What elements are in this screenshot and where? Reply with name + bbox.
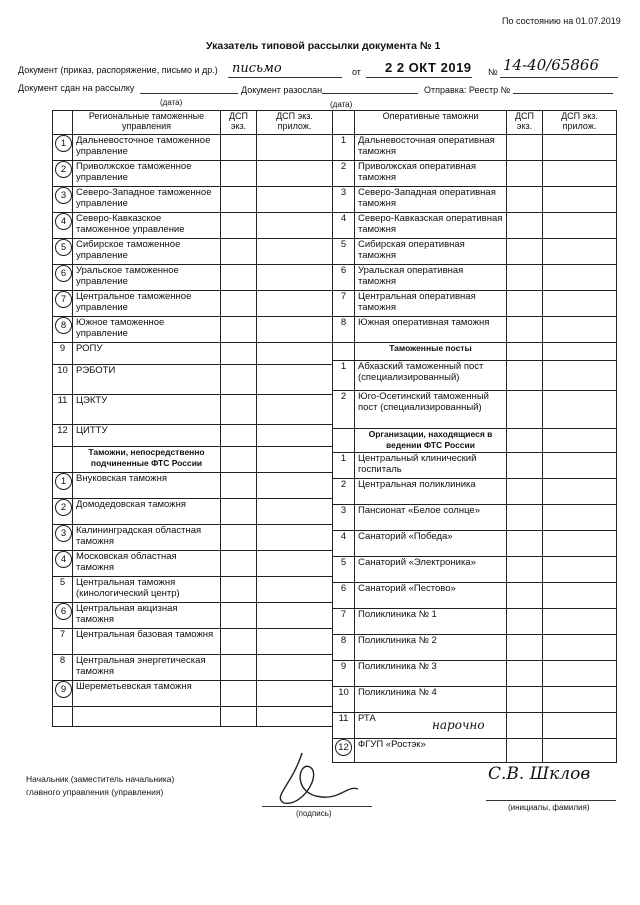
delivered-line (140, 93, 238, 94)
signer-label-1: Начальник (заместитель начальника) (26, 774, 175, 784)
dsp-attach-cell (543, 135, 617, 161)
organization-row-name: РТА (355, 713, 507, 739)
customs-row-name: Калининградская областная таможня (73, 525, 221, 551)
dsp-count-cell (507, 531, 543, 557)
dsp-count-cell (221, 135, 257, 161)
dsp-attach-cell (257, 395, 333, 425)
operational-customs-table (332, 110, 617, 763)
dsp-count-cell (507, 213, 543, 239)
dsp-count-cell (221, 473, 257, 499)
customs-row-name: Внуковская таможня (73, 473, 221, 499)
table-row (53, 239, 333, 265)
table-row (53, 213, 333, 239)
dsp-attach-cell (543, 213, 617, 239)
doc-type-handwritten: письмо (232, 61, 282, 76)
dsp-attach-cell (257, 655, 333, 681)
dsp-attach-cell (543, 317, 617, 343)
col-header-dsp-count: ДСП экз. (221, 111, 257, 135)
regional-row-name: Сибирское таможенное управление (73, 239, 221, 265)
dsp-attach-cell (257, 365, 333, 395)
customs-row-name: Московская областная таможня (73, 551, 221, 577)
customs-row-number: 8 (59, 655, 66, 666)
regional-row-name: ЦИТТУ (73, 425, 221, 447)
customs-row-name: Центральная таможня (кинологический центр) (73, 577, 221, 603)
dsp-attach-cell (543, 505, 617, 531)
col-header-operational: Оперативные таможни (355, 111, 507, 135)
dsp-attach-cell (543, 291, 617, 317)
sent-line (322, 93, 418, 94)
table-row (333, 609, 617, 635)
organization-row-name: ФГУП «Ростэк» (355, 739, 507, 763)
table-row (53, 425, 333, 447)
col-header-dsp-attach-right: ДСП экз. прилож. (543, 111, 617, 135)
organization-row-number: 9 (340, 661, 347, 672)
customs-row-number: 9 (55, 681, 72, 698)
dsp-attach-cell (543, 453, 617, 479)
initials-handwritten: С.В. Шклов (488, 764, 591, 784)
customs-row-number: 1 (55, 473, 72, 490)
table-row (333, 557, 617, 583)
dsp-count-cell (221, 239, 257, 265)
dsp-count-cell (507, 635, 543, 661)
dsp-count-cell (221, 343, 257, 365)
regional-row-number: 7 (55, 291, 72, 308)
dsp-attach-cell (257, 317, 333, 343)
number-prefix: № (488, 67, 498, 77)
organization-row-number: 5 (340, 557, 347, 568)
post-row-number: 1 (340, 361, 347, 372)
operational-row-number: 3 (340, 187, 347, 198)
dsp-count-cell (507, 187, 543, 213)
post-row-name: Абхазский таможенный пост (специализированный) (355, 361, 507, 391)
customs-row-number: 5 (59, 577, 66, 588)
table-row (53, 629, 333, 655)
dsp-count-cell (221, 161, 257, 187)
dsp-count-cell (507, 713, 543, 739)
dsp-count-cell (221, 291, 257, 317)
customs-row-name: Центральная акцизная таможня (73, 603, 221, 629)
regional-row-name: РЭБОТИ (73, 365, 221, 395)
dsp-attach-cell (257, 239, 333, 265)
dsp-count-cell (221, 603, 257, 629)
dsp-attach-cell (543, 713, 617, 739)
table-row (333, 661, 617, 687)
organization-row-name: Санаторий «Пестово» (355, 583, 507, 609)
table-row (53, 343, 333, 365)
operational-row-name: Центральная оперативная таможня (355, 291, 507, 317)
col-header-dsp-attach: ДСП экз. прилож. (257, 111, 333, 135)
table-row (333, 161, 617, 187)
table-row (53, 499, 333, 525)
dsp-count-cell (221, 425, 257, 447)
dsp-count-cell (221, 499, 257, 525)
organization-row-name: Поликлиника № 3 (355, 661, 507, 687)
dsp-attach-cell (257, 681, 333, 707)
table-row (53, 365, 333, 395)
customs-row-number: 6 (55, 603, 72, 620)
table-row (333, 239, 617, 265)
organization-row-name: Санаторий «Победа» (355, 531, 507, 557)
dsp-count-cell (507, 239, 543, 265)
sent-label: Документ разослан (241, 85, 323, 95)
col-header-regional: Региональные таможенные управления (73, 111, 221, 135)
regional-row-name: Уральское таможенное управление (73, 265, 221, 291)
table-row (333, 635, 617, 661)
dsp-attach-cell (257, 425, 333, 447)
regional-row-name: Дальневосточное таможенное управление (73, 135, 221, 161)
operational-row-number: 8 (340, 317, 347, 328)
dsp-attach-cell (257, 577, 333, 603)
dsp-count-cell (221, 187, 257, 213)
dsp-count-cell (507, 687, 543, 713)
delivered-label: Документ сдан на рассылку (18, 83, 135, 93)
operational-row-number: 7 (340, 291, 347, 302)
table-row (333, 361, 617, 391)
table-row (53, 135, 333, 161)
table-row (333, 265, 617, 291)
document-title: Указатель типовой рассылки документа № 1 (206, 40, 441, 52)
organization-row-number: 8 (340, 635, 347, 646)
regional-row-name: РОПУ (73, 343, 221, 365)
operational-row-name: Приволжская оперативная таможня (355, 161, 507, 187)
number-line (500, 77, 618, 78)
organization-row-number: 10 (338, 687, 349, 698)
table-row (53, 265, 333, 291)
table-row (333, 391, 617, 429)
col-header-dsp-count-right: ДСП экз. (507, 111, 543, 135)
regional-row-number: 2 (55, 161, 72, 178)
date-caption-left: (дата) (160, 98, 183, 107)
dsp-count-cell (507, 135, 543, 161)
table-row (53, 577, 333, 603)
dsp-attach-cell (543, 239, 617, 265)
customs-row-name: Шереметьевская таможня (73, 681, 221, 707)
dsp-count-cell (221, 365, 257, 395)
customs-row-name: Центральная энергетическая таможня (73, 655, 221, 681)
dsp-count-cell (221, 395, 257, 425)
table-row (333, 687, 617, 713)
number-handwritten: 14-40/65866 (503, 56, 600, 74)
table-row (333, 505, 617, 531)
regional-row-number: 9 (59, 343, 66, 354)
dsp-count-cell (507, 391, 543, 429)
dsp-attach-cell (543, 635, 617, 661)
dsp-attach-cell (543, 557, 617, 583)
organization-row-number: 11 (338, 713, 349, 724)
regional-row-name: Южное таможенное управление (73, 317, 221, 343)
post-row-name: Юго-Осетинский таможенный пост (специализированный) (355, 391, 507, 429)
table-row (53, 395, 333, 425)
dsp-count-cell (221, 265, 257, 291)
table-row (333, 531, 617, 557)
regional-row-number: 5 (55, 239, 72, 256)
dsp-attach-cell (257, 343, 333, 365)
initials-caption: (инициалы, фамилия) (508, 803, 590, 812)
dsp-attach-cell (257, 291, 333, 317)
dsp-count-cell (221, 681, 257, 707)
dsp-count-cell (221, 317, 257, 343)
organization-row-name: Поликлиника № 1 (355, 609, 507, 635)
operational-row-name: Уральская оперативная таможня (355, 265, 507, 291)
regional-row-number: 11 (57, 395, 68, 406)
table-row (333, 479, 617, 505)
table-row (53, 317, 333, 343)
table-row (53, 161, 333, 187)
dsp-attach-cell (257, 265, 333, 291)
date-line (366, 77, 472, 78)
dsp-attach-cell (257, 213, 333, 239)
operational-row-name: Южная оперативная таможня (355, 317, 507, 343)
operational-row-name: Северо-Западная оперативная таможня (355, 187, 507, 213)
customs-row-name: Домодедовская таможня (73, 499, 221, 525)
operational-row-number: 1 (340, 135, 347, 146)
table-row (53, 525, 333, 551)
organization-row-number: 2 (340, 479, 347, 490)
dsp-attach-cell (257, 135, 333, 161)
dsp-count-cell (507, 265, 543, 291)
dsp-count-cell (507, 505, 543, 531)
operational-row-number: 5 (340, 239, 347, 250)
regional-administrations-table (52, 110, 333, 727)
dsp-attach-cell (543, 391, 617, 429)
customs-row-number: 2 (55, 499, 72, 516)
organization-row-number: 4 (340, 531, 347, 542)
customs-row-number: 7 (59, 629, 66, 640)
table-row (333, 453, 617, 479)
organization-row-name: Центральная поликлиника (355, 479, 507, 505)
table-row (53, 187, 333, 213)
dsp-count-cell (221, 629, 257, 655)
signature-scribble (262, 745, 362, 815)
post-row-number: 2 (340, 391, 347, 402)
dsp-count-cell (507, 609, 543, 635)
table-row (333, 583, 617, 609)
dispatch-line (513, 93, 613, 94)
organization-row-name: Поликлиника № 2 (355, 635, 507, 661)
organization-row-number: 6 (340, 583, 347, 594)
table-row (333, 317, 617, 343)
regional-row-number: 12 (57, 425, 68, 436)
dsp-count-cell (221, 577, 257, 603)
handwritten-note: нарочно (432, 718, 485, 732)
table-row (333, 187, 617, 213)
section-subordinate-customs: Таможни, непосредственно подчиненные ФТС России (73, 447, 221, 473)
organization-row-name: Центральный клинический госпиталь (355, 453, 507, 479)
dsp-attach-cell (257, 551, 333, 577)
section-fts-organizations: Организации, находящиеся в ведении ФТС России (355, 429, 507, 453)
dsp-count-cell (221, 551, 257, 577)
dsp-attach-cell (543, 187, 617, 213)
dsp-count-cell (507, 661, 543, 687)
doc-type-label: Документ (приказ, распоряжение, письмо и др.) (18, 65, 218, 75)
table-row (53, 291, 333, 317)
operational-row-number: 4 (340, 213, 347, 224)
customs-row-number: 4 (55, 551, 72, 568)
dsp-count-cell (507, 317, 543, 343)
section-customs-posts: Таможенные посты (355, 343, 507, 361)
regional-row-name: Северо-Кавказское таможенное управление (73, 213, 221, 239)
customs-row-number: 3 (55, 525, 72, 542)
dsp-attach-cell (257, 603, 333, 629)
regional-row-number: 6 (55, 265, 72, 282)
operational-row-number: 6 (340, 265, 347, 276)
organization-row-name: Пансионат «Белое солнце» (355, 505, 507, 531)
dsp-attach-cell (257, 499, 333, 525)
dsp-count-cell (221, 655, 257, 681)
date-prefix: от (352, 67, 361, 77)
dsp-attach-cell (543, 479, 617, 505)
table-row (53, 655, 333, 681)
dsp-count-cell (507, 161, 543, 187)
operational-row-number: 2 (340, 161, 347, 172)
regional-row-name: Северо-Западное таможенное управление (73, 187, 221, 213)
dsp-attach-cell (543, 661, 617, 687)
dsp-attach-cell (543, 739, 617, 763)
table-row (333, 213, 617, 239)
operational-row-name: Дальневосточная оперативная таможня (355, 135, 507, 161)
table-row (53, 551, 333, 577)
organization-row-number: 1 (340, 453, 347, 464)
dsp-attach-cell (543, 361, 617, 391)
customs-row-name: Центральная базовая таможня (73, 629, 221, 655)
dsp-attach-cell (543, 265, 617, 291)
initials-line (486, 800, 616, 801)
dsp-attach-cell (543, 531, 617, 557)
operational-row-name: Северо-Кавказская оперативная таможня (355, 213, 507, 239)
organization-row-name: Санаторий «Электроника» (355, 557, 507, 583)
dsp-attach-cell (543, 583, 617, 609)
dsp-count-cell (507, 453, 543, 479)
regional-row-number: 1 (55, 135, 72, 152)
dsp-count-cell (507, 583, 543, 609)
table-row (333, 739, 617, 763)
status-note: По состоянию на 01.07.2019 (502, 16, 621, 26)
dsp-attach-cell (257, 525, 333, 551)
operational-row-name: Сибирская оперативная таможня (355, 239, 507, 265)
dsp-attach-cell (543, 687, 617, 713)
signer-label-2: главного управления (управления) (26, 787, 164, 797)
dsp-attach-cell (543, 609, 617, 635)
dsp-count-cell (507, 479, 543, 505)
table-row (53, 681, 333, 707)
dsp-attach-cell (543, 161, 617, 187)
signature-caption: (подпись) (296, 809, 332, 818)
dsp-count-cell (507, 291, 543, 317)
regional-row-name: ЦЭКТУ (73, 395, 221, 425)
table-row (333, 135, 617, 161)
organization-row-number: 12 (335, 739, 352, 756)
regional-row-name: Центральное таможенное управление (73, 291, 221, 317)
dsp-count-cell (507, 739, 543, 763)
organization-row-name: Поликлиника № 4 (355, 687, 507, 713)
regional-row-number: 4 (55, 213, 72, 230)
dispatch-label: Отправка: Реестр № (424, 85, 511, 95)
date-caption-right: (дата) (330, 100, 353, 109)
dsp-attach-cell (257, 473, 333, 499)
dsp-attach-cell (257, 187, 333, 213)
regional-row-name: Приволжское таможенное управление (73, 161, 221, 187)
regional-row-number: 8 (55, 317, 72, 334)
table-row (53, 473, 333, 499)
dsp-attach-cell (257, 161, 333, 187)
organization-row-number: 3 (340, 505, 347, 516)
doc-type-line (228, 77, 342, 78)
regional-row-number: 3 (55, 187, 72, 204)
organization-row-number: 7 (340, 609, 347, 620)
dsp-count-cell (221, 525, 257, 551)
regional-row-number: 10 (57, 365, 68, 376)
dsp-attach-cell (257, 629, 333, 655)
dsp-count-cell (507, 557, 543, 583)
dsp-count-cell (221, 213, 257, 239)
date-stamp: 2 2 ОКТ 2019 (385, 60, 472, 75)
dsp-count-cell (507, 361, 543, 391)
table-row (53, 603, 333, 629)
table-row (333, 291, 617, 317)
